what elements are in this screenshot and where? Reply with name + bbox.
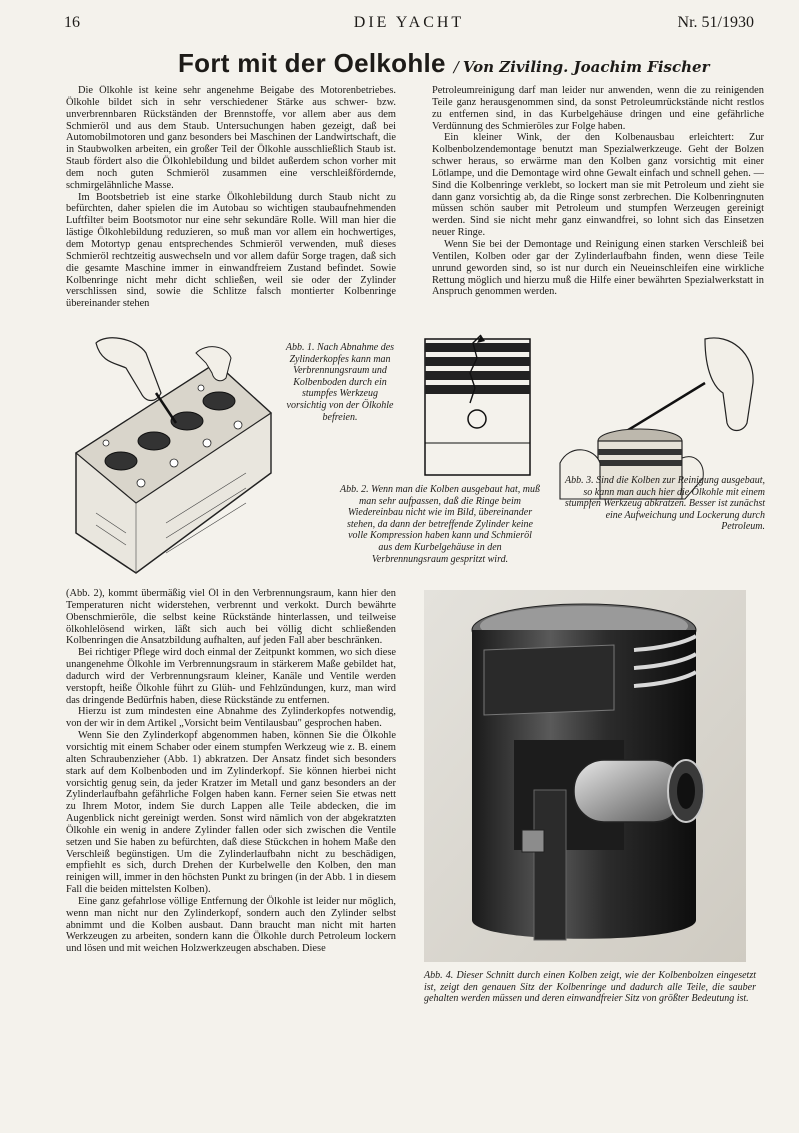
figure-1-caption: Abb. 1. Nach Abnahme des Zylinderkopfes kann man Verbrennungsraum und Kolbenboden durch ein stumpfes Werkzeug vorsichtig von der Ölkohle befreien. <box>285 342 395 423</box>
article-title-line <box>178 48 710 82</box>
paragraph: Bei richtiger Pflege wird doch einmal der Zeitpunkt kommen, wo sich diese unangenehme Ölkohle im Verbrennungsraum in stärkerem Maße gebildet hat, dadurch wird der Verbrennungsraum kleiner, Kanäle und Ventile werden verstopft, heiße Ölkohle führt zu Glüh- und Fehlzündungen, kurz, man wird das dringende Bedürfnis haben, diese Rückstände zu entfernen. <box>66 647 396 706</box>
paragraph: Hierzu ist zum mindesten eine Abnahme des Zylinderkopfes notwendig, von der wir in dem Artikel „Vorsicht beim Ventilausbau" gesprochen haben. <box>66 706 396 730</box>
figure-1-engine-block-illustration <box>66 333 278 583</box>
paragraph: Petroleumreinigung darf man leider nur anwenden, wenn die zu reinigenden Teile ganz herausgenommen sind, da sonst Petroleumrückstände nicht restlos zu entfernen sind, in das Kurbelgehäuse dringen und eine gefährliche Verdünnung des Schmieröles zur Folge haben. <box>432 85 764 132</box>
text-column-upper-left <box>66 85 396 328</box>
figure-4-piston-cutaway-photo <box>424 590 746 962</box>
page-number: 16 <box>64 14 80 31</box>
paragraph: Ein kleiner Wink, der den Kolbenausbau erleichtert: Zur Kolbenbolzendemontage benutzt man Spezialwerkzeuge. Geht der Bolzen schwer heraus, so erwärme man den Kolben ganz vorsichtig mit einer Lötlampe, und die Demontage wird ohne Gewalt einfach und schnell gehen. — Sind die Kolbenringe verklebt, so lockert man sie mit Petroleum und zieht sie dann ganz vorsichtig ab, da die Ringe sonst zerbrechen. Die Kolbenringnuten müssen schön sauber mit Petroleum und stumpfen Werzeugen gereinigt werden. Sind sie nicht mehr ganz einwandfrei, so lohnt sich das Einsetzen neuer Ringe. <box>432 132 764 239</box>
article-author: Von Ziviling. Joachim Fischer <box>462 58 710 76</box>
paragraph: Wenn Sie den Zylinderkopf abgenommen haben, können Sie die Ölkohle vorsichtig mit einem Schaber oder einem stumpfen Werkzeug wie z. B. einem alten Schraubenzieher (Abb. 1) abkratzen. Der Ansatz findet sich besonders stark auf dem Kolbenboden und im Zylinderkopf. Sie können hierbei nicht vorsichtig genug sein, da jeder Kratzer im Metall und ganz besonders an der Zylinderlaufbahn gefährliche Folgen haben kann. Ferner seien Sie etwas nett zu Ihrem Motor, indem Sie durch Lappen alle Teile abdecken, die im Augenblick nicht gereinigt werden. Sonst wird nämlich von der abgekratzten Ölkohle ein wenig in andere Zylinder fallen oder sich zwischen die Ventile setzen und Sie haben zu befürchten, daß diese Stückchen in hohem Maße den Verschleiß begünstigen. Um die Zylinderlaufbahn nicht zu beschädigen, empfiehlt es sich, durch Drehen der Kurbelwelle den Kolben, den man reinigen will, immer in den höchsten Punkt zu bringen (in der Abb. 1 in diesem Fall die beiden mittelsten Kolben). <box>66 730 396 896</box>
magazine-name: DIE YACHT <box>353 14 465 31</box>
text-column-lower-left <box>66 588 396 1016</box>
title-separator: / <box>453 58 459 76</box>
paragraph: Wenn Sie bei der Demontage und Reinigung einen starken Verschleiß bei Ventilen, Kolben oder gar der Zylinderlaufbahn finden, wenn diese Teile unrund geworden sind, so ist nur durch ein Neueinschleifen eine wirkliche Rettung möglich und hierzu muß die Hilfe einer bewährten Spezialwerkstatt in Anspruch genommen werden. <box>432 238 764 298</box>
article-title: Fort mit der Oelkohle <box>178 48 446 78</box>
figure-3-caption: Abb. 3. Sind die Kolben zur Reinigung ausgebaut, so kann man auch hier die Ölkohle mit einem stumpfen Werkzeug abkratzen. Besser ist zunächst eine Aufweichung und Lockerung durch Petroleum. <box>564 475 765 533</box>
paragraph: Eine ganz gefahrlose völlige Entfernung der Ölkohle ist leider nur möglich, wenn man nicht nur den Zylinderkopf, sondern auch den Zylinder selbst abnimmt und die Kolben ausbaut. Dann braucht man nicht mit harten Werkzeugen zu arbeiten, sondern kann die Ölkohle durch Petroleum lockern und lösen und mit weichen Holzwerkzeugen abschaben. Diese <box>66 895 396 955</box>
running-header <box>64 12 754 36</box>
paragraph: Im Bootsbetrieb ist eine starke Ölkohlebildung durch Staub nicht zu befürchten, daher spielen die im Autobau so wichtigen staubaufnehmenden Luftfilter beim Bootsmotor nur eine sehr sekundäre Rolle. Will man hier die lästige Ölkohlebildung reduzieren, so muß man vor allem ein hochwertiges, dem Motortyp genau entsprechendes Schmieröl verwenden, muß dieses Schmieröl rechtzeitig auswechseln und vor allem dafür Sorge tragen, daß sich die gesamte Maschine immer in einwandfreiem Zustand befindet. Sowie Kolbenringe nicht mehr dicht schließen, weil sie oder der Zylinder verschlissen sind, sowie die Schlitze falsch montierter Kolbenringe übereinander stehen <box>66 191 396 310</box>
paragraph: Die Ölkohle ist keine sehr angenehme Beigabe des Motorenbetriebes. Ölkohle bildet sich in sehr verschiedener Stärke aus schwer- bzw. unverbrennbaren Rückständen der Brennstoffe, vor allem aber aus dem Schmieröl und aus dem Staub. Untersuchungen haben gezeigt, daß bei Automobilmotoren und ganz besonders bei Maschinen der Landwirtschaft, die in Staubwolken arbeiten, ein großer Teil der Ölkohle ausschließlich Staub ist. Staub fördert also die Ölkohlebildung und bildet außerdem schon vorher mit dem noch guten Schmieröl zusammen eine verschleißfördernde, schmirgelähnliche Masse. <box>66 85 396 191</box>
paragraph: (Abb. 2), kommt übermäßig viel Öl in den Verbrennungsraum, kann hier den Temperaturen nicht widerstehen, verbrennt und verkokt. Durch bewährte Obenschmieröle, die selbst keine Rückstände hinterlassen, und teilweise ölkohlelösend wirken, läßt sich auch bei völlig dicht schließenden Kolbenringen die Ansatzbildung aufhalten, auf jeden Fall aber beschränken. <box>66 588 396 647</box>
figure-4-caption: Abb. 4. Dieser Schnitt durch einen Kolben zeigt, wie der Kolbenbolzen eingesetzt ist, zeigt den genauen Sitz der Kolbenringe und dadurch alle Teile, die sauber gehalten werden müssen und deren einwandfreier Sitz von größter Bedeutung ist. <box>424 970 756 1005</box>
issue-number: Nr. 51/1930 <box>677 14 754 31</box>
figure-2-caption: Abb. 2. Wenn man die Kolben ausgebaut hat, muß man sehr aufpassen, daß die Ringe beim Wiedereinbau nicht wie im Bild, übereinander stehen, da dann der betreffende Zylinder keine volle Kompression haben kann und Schmieröl aus dem Kurbelgehäuse in den Verbrennungsraum gespritzt wird. <box>340 484 540 565</box>
figure-2-piston-diagram <box>415 333 555 483</box>
text-column-upper-right <box>432 85 764 328</box>
